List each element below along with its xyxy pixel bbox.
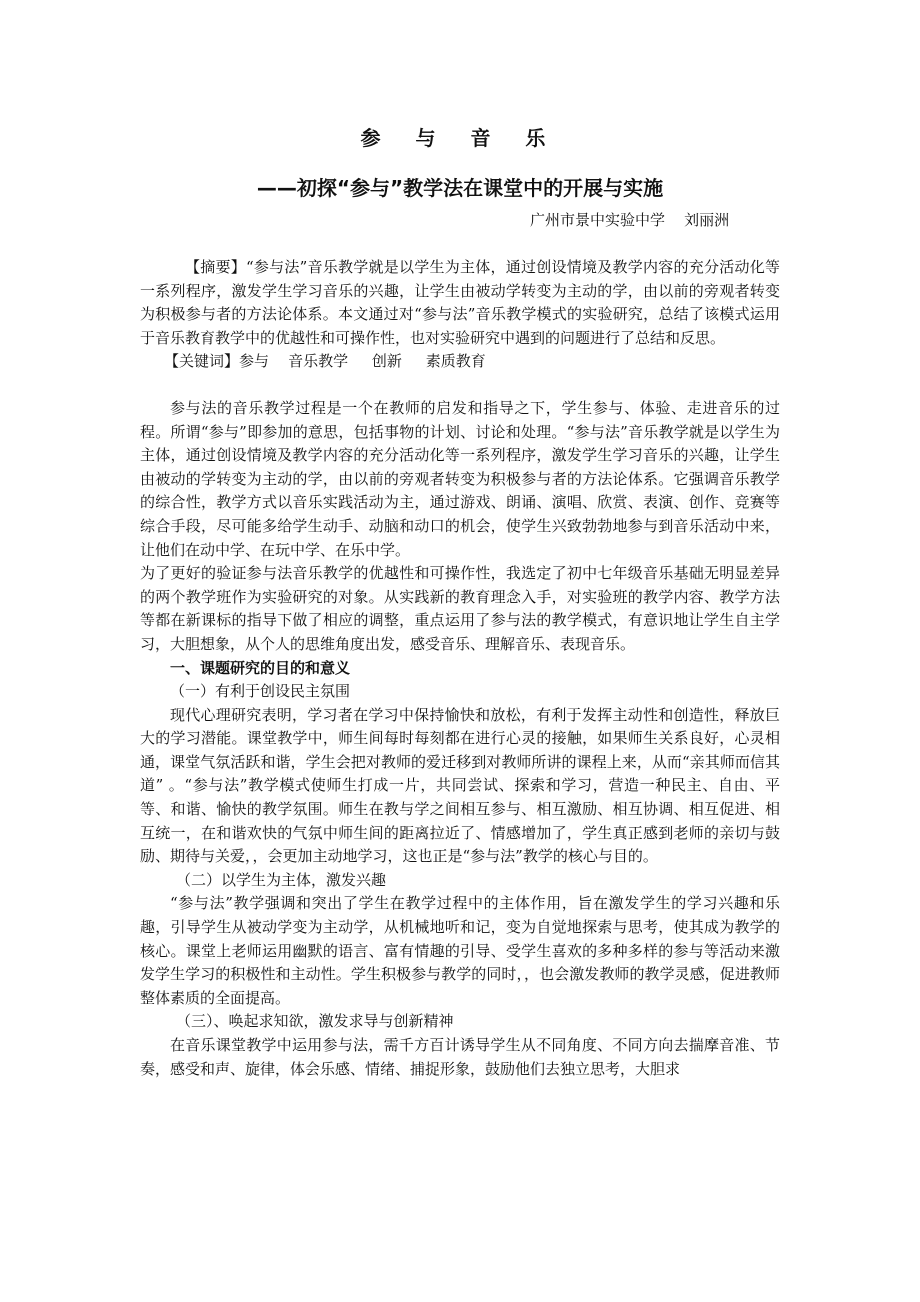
subsection-heading-1: （一）有利于创设民主氛围: [170, 682, 351, 701]
subsection-heading-2: （二）以学生为主体，激发兴趣: [176, 870, 387, 889]
subsection-paragraph-3: 在音乐课堂教学中运用参与法，需千方百计诱导学生从不同角度、不同方向去揣摩音准、节奏，感受和声、旋律，体会乐感、情绪、捕捉形象，鼓励他们去独立思考，大胆求: [140, 1036, 780, 1078]
document-subtitle: ——初探“参与”教学法在课堂中的开展与实施: [256, 176, 664, 200]
intro-paragraph-1: 参与法的音乐教学过程是一个在教师的启发和指导之下，学生参与、体验、走进音乐的过程。所谓“参与”即参加的意思，包括事物的计划、讨论和处理。“参与法”音乐教学就是以学生为主体，通过创设情境及教学内容的充分活动化等一系列程序，激发学生学习音乐的兴趣，让学生由被动的学转变为主动的学，由以前的旁观者转变为积极参与者的方法论体系。它强调音乐教学的综合性，教学方式以音乐实践活动为主，通过游戏、朗诵、演唱、欣赏、表演、创作、竞赛等综合手段，尽可能多给学生动手、动脑和动口的机会，使学生兴致勃勃地参与到音乐活动中来，让他们在动中学、在玩中学、在乐中学。: [140, 398, 780, 559]
document-title: 参 与 音 乐: [360, 126, 560, 150]
abstract-paragraph: 【摘要】“参与法”音乐教学就是以学生为主体，通过创设情境及教学内容的充分活动化等一系列程序，激发学生学习音乐的兴趣，让学生由被动学转变为主动的学，由以前的旁观者转变为积极参与者的方法论体系。本文通过对“参与法”音乐教学模式的实验研究，总结了该模式运用于音乐教育教学中的优越性和可操作性，也对实验研究中遇到的问题进行了总结和反思。: [140, 258, 780, 347]
subsection-paragraph-1: 现代心理研究表明，学习者在学习中保持愉快和放松，有利于发挥主动性和创造性，释放巨大的学习潜能。课堂教学中，师生间每时每刻都在进行心灵的接触，如果师生关系良好，心灵相通，课堂气氛活跃和谐，学生会把对教师的爱迁移到对教师所讲的课程上来，从而“亲其师而信其道” 。“参与法”教学模式使师生打成一片，共同尝试、探索和学习，营造一种民主、自由、平等、和谐、愉快的教学氛围。师生在教与学之间相互参与、相互激励、相互协调、相互促进、相互统一，在和谐欢快的气氛中师生间的距离拉近了、情感增加了，学生真正感到老师的亲切与鼓励、期待与关爱，，会更加主动地学习，这也正是“参与法”教学的核心与目的。: [140, 705, 780, 866]
document-body: [140, 256, 780, 1081]
section-heading-1: 一、课题研究的目的和意义: [170, 658, 351, 677]
intro-paragraph-2: 为了更好的验证参与法音乐教学的优越性和可操作性，我选定了初中七年级音乐基础无明显差异的两个教学班作为实验研究的对象。从实践新的教育理念入手，对实验班的教学内容、教学方法等都在新课标的指导下做了相应的调整，重点运用了参与法的教学模式，有意识地让学生自主学习，大胆想象，从个人的思维角度出发，感受音乐、理解音乐、表现音乐。: [140, 564, 780, 653]
subsection-heading-3: （三）、唤起求知欲，激发求导与创新精神: [176, 1012, 454, 1031]
subsection-paragraph-2: “参与法”教学强调和突出了学生在教学过程中的主体作用，旨在激发学生的学习兴趣和乐趣，引导学生从被动学变为主动学，从机械地听和记，变为自觉地探索与思考，使其成为教学的核心。课堂上老师运用幽默的语言、富有情趣的引导、受学生喜欢的多种多样的参与等活动来激发学生学习的积极性和主动性。学生积极参与教学的同时，，也会激发教师的教学灵感，促进教师整体素质的全面提高。: [140, 894, 780, 1007]
author-line: 广州市景中实验中学 刘丽洲: [530, 211, 730, 229]
blank-line: [140, 374, 780, 397]
keywords-line: 【关键词】参与 音乐教学 创新 素质教育: [164, 352, 486, 371]
